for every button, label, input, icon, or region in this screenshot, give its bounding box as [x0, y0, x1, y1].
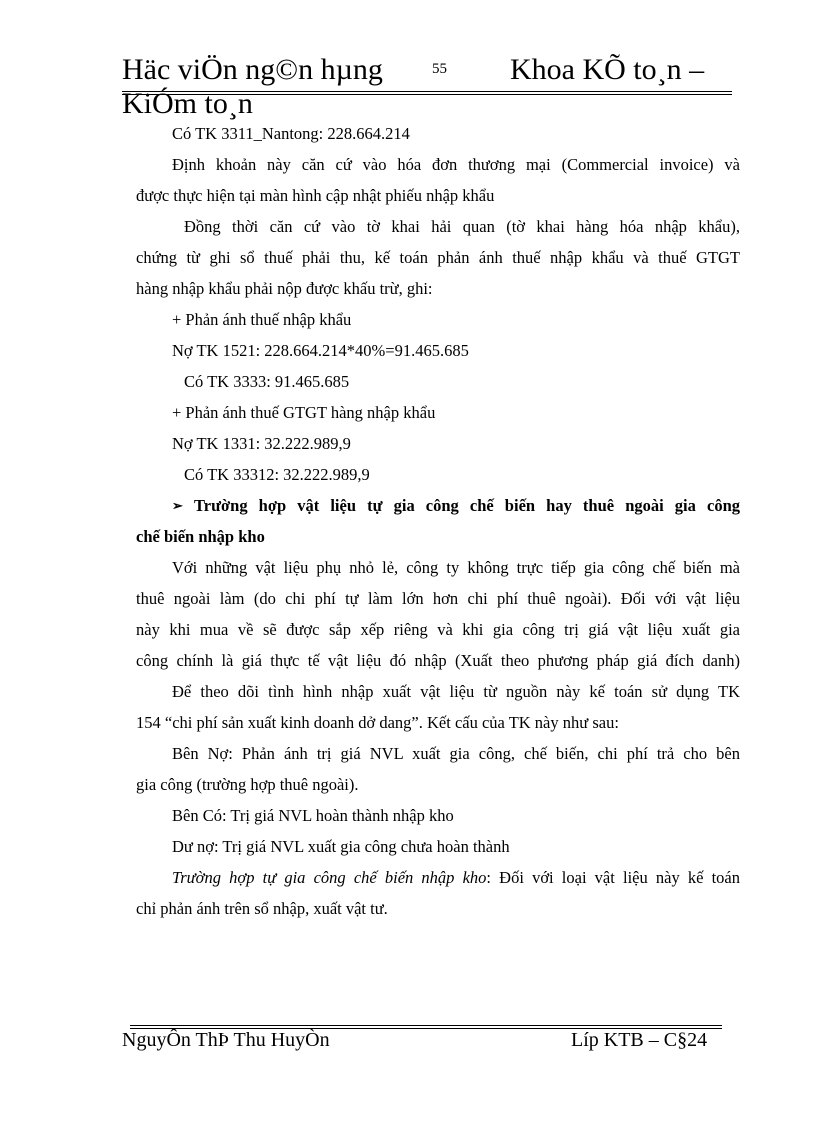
header-faculty-continued: KiÓm to¸n — [122, 87, 253, 120]
text-line: Đồng thời căn cứ vào tờ khai hải quan (tờ khai hàng hóa nhập khẩu), — [184, 217, 740, 236]
text-line — [136, 862, 740, 893]
text-line: Bên Có: Trị giá NVL hoàn thành nhập kho — [172, 806, 454, 825]
text-line: Có TK 3333: 91.465.685 — [184, 372, 350, 391]
text-line: công chính là giá thực tế vật liệu đó nhập (Xuất theo phương pháp giá đích danh) — [136, 651, 740, 670]
text-line: hàng nhập khẩu phải nộp được khấu trừ, ghi: — [136, 279, 433, 298]
text-line: Với những vật liệu phụ nhỏ lẻ, công ty không trực tiếp gia công chế biến mà — [172, 558, 740, 577]
text-line: chỉ phản ánh trên sổ nhập, xuất vật tư. — [136, 899, 388, 918]
section-heading — [136, 490, 740, 521]
text-span: : Đối với loại vật liệu này kế toán — [486, 868, 740, 887]
text-line: Dư nợ: Trị giá NVL xuất gia công chưa hoàn thành — [172, 837, 510, 856]
text-line: chứng từ ghi sổ thuế phải thu, kế toán phản ánh thuế nhập khẩu và thuế GTGT — [136, 248, 740, 267]
arrow-bullet-icon: ➢ — [172, 498, 183, 513]
text-line: gia công (trường hợp thuê ngoài). — [136, 775, 359, 794]
text-line: Bên Nợ: Phản ánh trị giá NVL xuất gia công, chế biến, chi phí trả cho bên — [172, 744, 740, 763]
footer-class: Líp KTB – C§24 — [571, 1029, 708, 1051]
header-institution: Häc viÖn ng©n hµng — [122, 53, 383, 86]
text-line: được thực hiện tại màn hình cập nhật phiếu nhập khẩu — [136, 186, 495, 205]
page-number: 55 — [432, 61, 447, 77]
text-line: Để theo dõi tình hình nhập xuất vật liệu từ nguồn này kế toán sử dụng TK — [172, 682, 740, 701]
text-line: Nợ TK 1331: 32.222.989,9 — [172, 434, 351, 453]
header-faculty: Khoa KÕ to¸n – — [510, 53, 705, 86]
italic-phrase: Trường hợp tự gia công chế biến nhập kho — [172, 868, 487, 887]
text-line: Định khoản này căn cứ vào hóa đơn thương mại (Commercial invoice) và — [172, 155, 740, 174]
footer-author: NguyÔn ThÞ Thu HuyÒn — [122, 1029, 330, 1051]
text-line: thuê ngoài làm (do chi phí tự làm lớn hơn chi phí thuê ngoài). Đối với vật liệu — [136, 589, 740, 608]
text-line: Có TK 3311_Nantong: 228.664.214 — [172, 124, 410, 143]
text-line: Có TK 33312: 32.222.989,9 — [184, 465, 370, 484]
section-heading-continued: chế biến nhập kho — [136, 527, 265, 546]
text-line: 154 “chi phí sản xuất kinh doanh dở dang”. Kết cấu của TK này như sau: — [136, 713, 619, 732]
text-line: + Phản ánh thuế nhập khẩu — [172, 310, 352, 329]
text-line: Nợ TK 1521: 228.664.214*40%=91.465.685 — [172, 341, 469, 360]
text-line: + Phản ánh thuế GTGT hàng nhập khẩu — [172, 403, 436, 422]
text-line: này khi mua về sẽ được sắp xếp riêng và khi gia công trị giá vật liệu xuất gia — [136, 620, 740, 639]
page-body — [136, 118, 740, 924]
section-heading-text: Trường hợp vật liệu tự gia công chế biến hay thuê ngoài gia công — [194, 496, 740, 515]
